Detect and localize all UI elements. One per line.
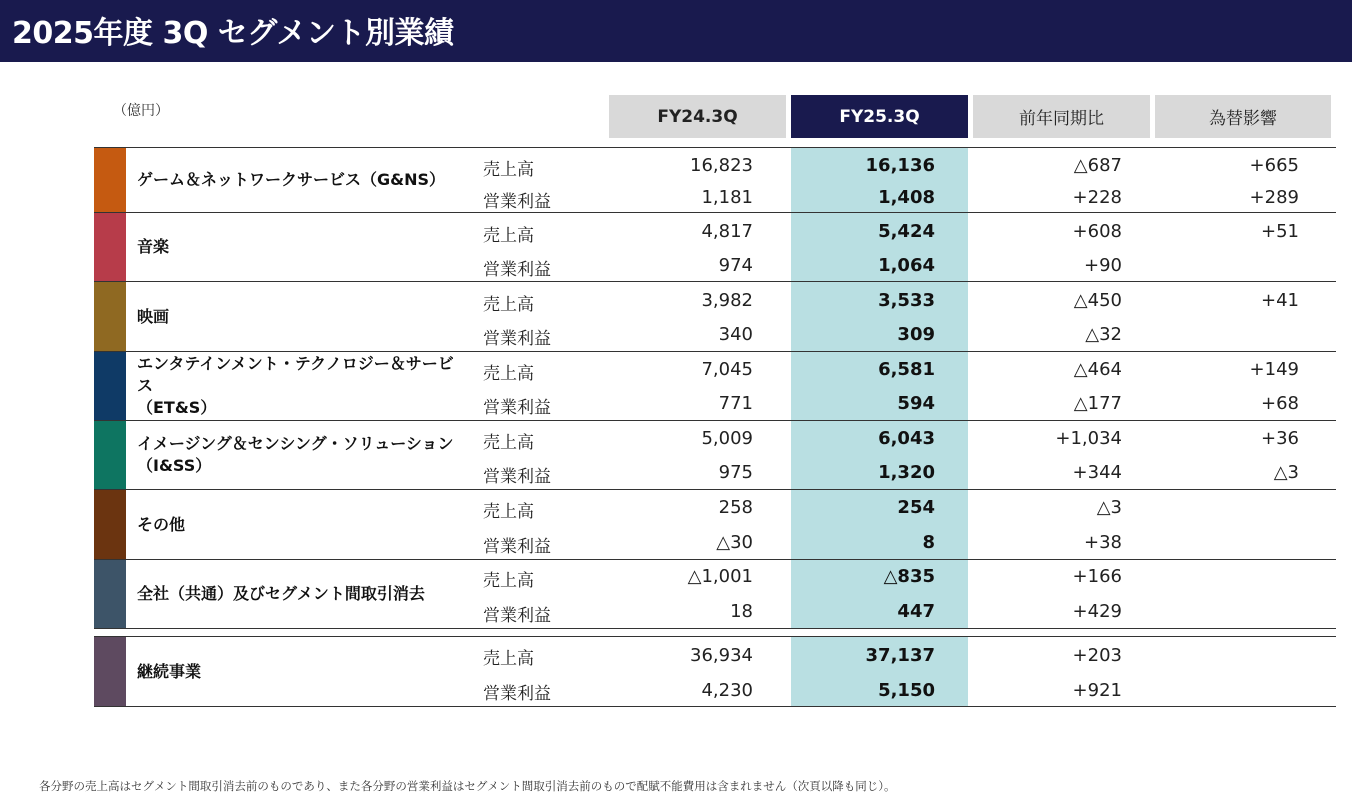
header-fy24-3q: FY24.3Q — [609, 95, 786, 138]
value-fx: +51 — [1261, 221, 1299, 242]
value-fy24: 4,230 — [701, 680, 753, 701]
value-yoy: +203 — [1072, 645, 1122, 666]
segment-name-line1: イメージング＆センシング・ソリューション — [137, 434, 454, 453]
segment-name — [137, 282, 467, 351]
value-yoy: +344 — [1072, 462, 1122, 483]
value-yoy: +90 — [1084, 255, 1122, 276]
value-fy25: 594 — [897, 393, 935, 414]
value-fy24: 258 — [718, 497, 753, 518]
segment-name-line2: （I&SS） — [137, 456, 212, 475]
value-fx: △3 — [1273, 462, 1299, 483]
header-yoy: 前年同期比 — [973, 95, 1150, 138]
segment-color-swatch — [94, 148, 126, 212]
segment-name-line1: エンタテインメント・テクノロジー＆サービス — [137, 354, 454, 395]
value-fx: +36 — [1261, 428, 1299, 449]
page-title: 2025年度 3Q セグメント別業績 — [12, 16, 454, 51]
value-fy25: 309 — [897, 324, 935, 345]
value-fy25: 1,320 — [878, 462, 935, 483]
table-bottom-rule — [94, 706, 1336, 707]
metric-label: 営業利益 — [483, 684, 551, 704]
header-fy25-3q: FY25.3Q — [791, 95, 968, 138]
value-yoy: +166 — [1072, 566, 1122, 587]
value-fx: +41 — [1261, 290, 1299, 311]
title-bar — [0, 0, 1352, 62]
segment-name — [137, 490, 467, 559]
value-yoy: △450 — [1073, 290, 1122, 311]
segment-color-swatch — [94, 421, 126, 489]
value-fy24: 4,817 — [701, 221, 753, 242]
metric-label: 売上高 — [483, 295, 534, 315]
value-fy25: 5,424 — [878, 221, 935, 242]
segment-name — [137, 637, 467, 706]
metric-label: 売上高 — [483, 433, 534, 453]
value-fy24: 975 — [718, 462, 753, 483]
value-fy24: △30 — [716, 532, 753, 553]
value-fy25: 1,408 — [878, 187, 935, 208]
value-yoy: △32 — [1085, 324, 1122, 345]
segment-name — [137, 213, 467, 281]
value-fy24: △1,001 — [687, 566, 753, 587]
segment-name-line1: 映画 — [137, 306, 170, 326]
value-fy24: 1,181 — [701, 187, 753, 208]
value-fy25: 6,581 — [878, 359, 935, 380]
value-fy24: 18 — [730, 601, 753, 622]
value-fy24: 16,823 — [690, 155, 753, 176]
value-fy25: △835 — [883, 566, 935, 587]
segment-name — [137, 352, 467, 420]
segment-color-swatch — [94, 490, 126, 559]
segment-color-swatch — [94, 282, 126, 351]
value-fy24: 340 — [718, 324, 753, 345]
value-fx: +149 — [1249, 359, 1299, 380]
metric-label: 売上高 — [483, 502, 534, 522]
segment-name-line1: 音楽 — [137, 237, 170, 256]
metric-label: 営業利益 — [483, 606, 551, 626]
segment-name-line1: 全社（共通）及びセグメント間取引消去 — [137, 584, 425, 603]
segment-color-swatch — [94, 560, 126, 628]
segment-name — [137, 148, 467, 212]
value-yoy: +921 — [1072, 680, 1122, 701]
value-fx: +665 — [1249, 155, 1299, 176]
value-fy24: 771 — [718, 393, 753, 414]
value-yoy: +608 — [1072, 221, 1122, 242]
value-yoy: △177 — [1073, 393, 1122, 414]
segment-name — [137, 421, 467, 489]
metric-label: 営業利益 — [483, 329, 551, 349]
metric-label: 売上高 — [483, 160, 534, 180]
value-yoy: △3 — [1096, 497, 1122, 518]
metric-label: 売上高 — [483, 649, 534, 669]
metric-label: 営業利益 — [483, 260, 551, 280]
value-fx: +289 — [1249, 187, 1299, 208]
segment-color-swatch — [94, 213, 126, 281]
value-fy25: 254 — [897, 497, 935, 518]
segment-name-line1: 継続事業 — [137, 661, 202, 681]
metric-label: 営業利益 — [483, 398, 551, 418]
value-yoy: △687 — [1073, 155, 1122, 176]
segment-name-line1: ゲーム＆ネットワークサービス（G&NS） — [137, 170, 446, 189]
segment-name — [137, 560, 467, 628]
unit-label: （億円） — [113, 103, 169, 119]
metric-label: 売上高 — [483, 226, 534, 246]
segment-color-swatch — [94, 352, 126, 420]
metric-label: 営業利益 — [483, 537, 551, 557]
value-yoy: +228 — [1072, 187, 1122, 208]
value-fy25: 447 — [897, 601, 935, 622]
value-yoy: △464 — [1073, 359, 1122, 380]
value-fy24: 7,045 — [701, 359, 753, 380]
value-yoy: +429 — [1072, 601, 1122, 622]
segment-color-swatch — [94, 637, 126, 706]
footnote: 各分野の売上高はセグメント間取引消去前のものであり、また各分野の営業利益はセグメント間取引消去前のもので配賦不能費用は含まれません（次頁以降も同じ）。 — [39, 779, 896, 793]
value-yoy: +38 — [1084, 532, 1122, 553]
value-fy24: 974 — [718, 255, 753, 276]
segment-name-line2: （ET&S） — [137, 398, 217, 417]
value-yoy: +1,034 — [1055, 428, 1122, 449]
segment-name-line1: その他 — [137, 514, 186, 534]
value-fy25: 1,064 — [878, 255, 935, 276]
value-fy25: 8 — [922, 532, 935, 553]
value-fy24: 3,982 — [701, 290, 753, 311]
value-fx: +68 — [1261, 393, 1299, 414]
metric-label: 営業利益 — [483, 192, 551, 212]
value-fy25: 3,533 — [878, 290, 935, 311]
value-fy24: 36,934 — [690, 645, 753, 666]
value-fy25: 16,136 — [865, 155, 935, 176]
value-fy24: 5,009 — [701, 428, 753, 449]
value-fy25: 6,043 — [878, 428, 935, 449]
metric-label: 営業利益 — [483, 467, 551, 487]
value-fy25: 5,150 — [878, 680, 935, 701]
value-fy25: 37,137 — [865, 645, 935, 666]
header-fx-impact: 為替影響 — [1155, 95, 1331, 138]
subtotal-rule — [94, 628, 1336, 629]
metric-label: 売上高 — [483, 571, 534, 591]
metric-label: 売上高 — [483, 364, 534, 384]
